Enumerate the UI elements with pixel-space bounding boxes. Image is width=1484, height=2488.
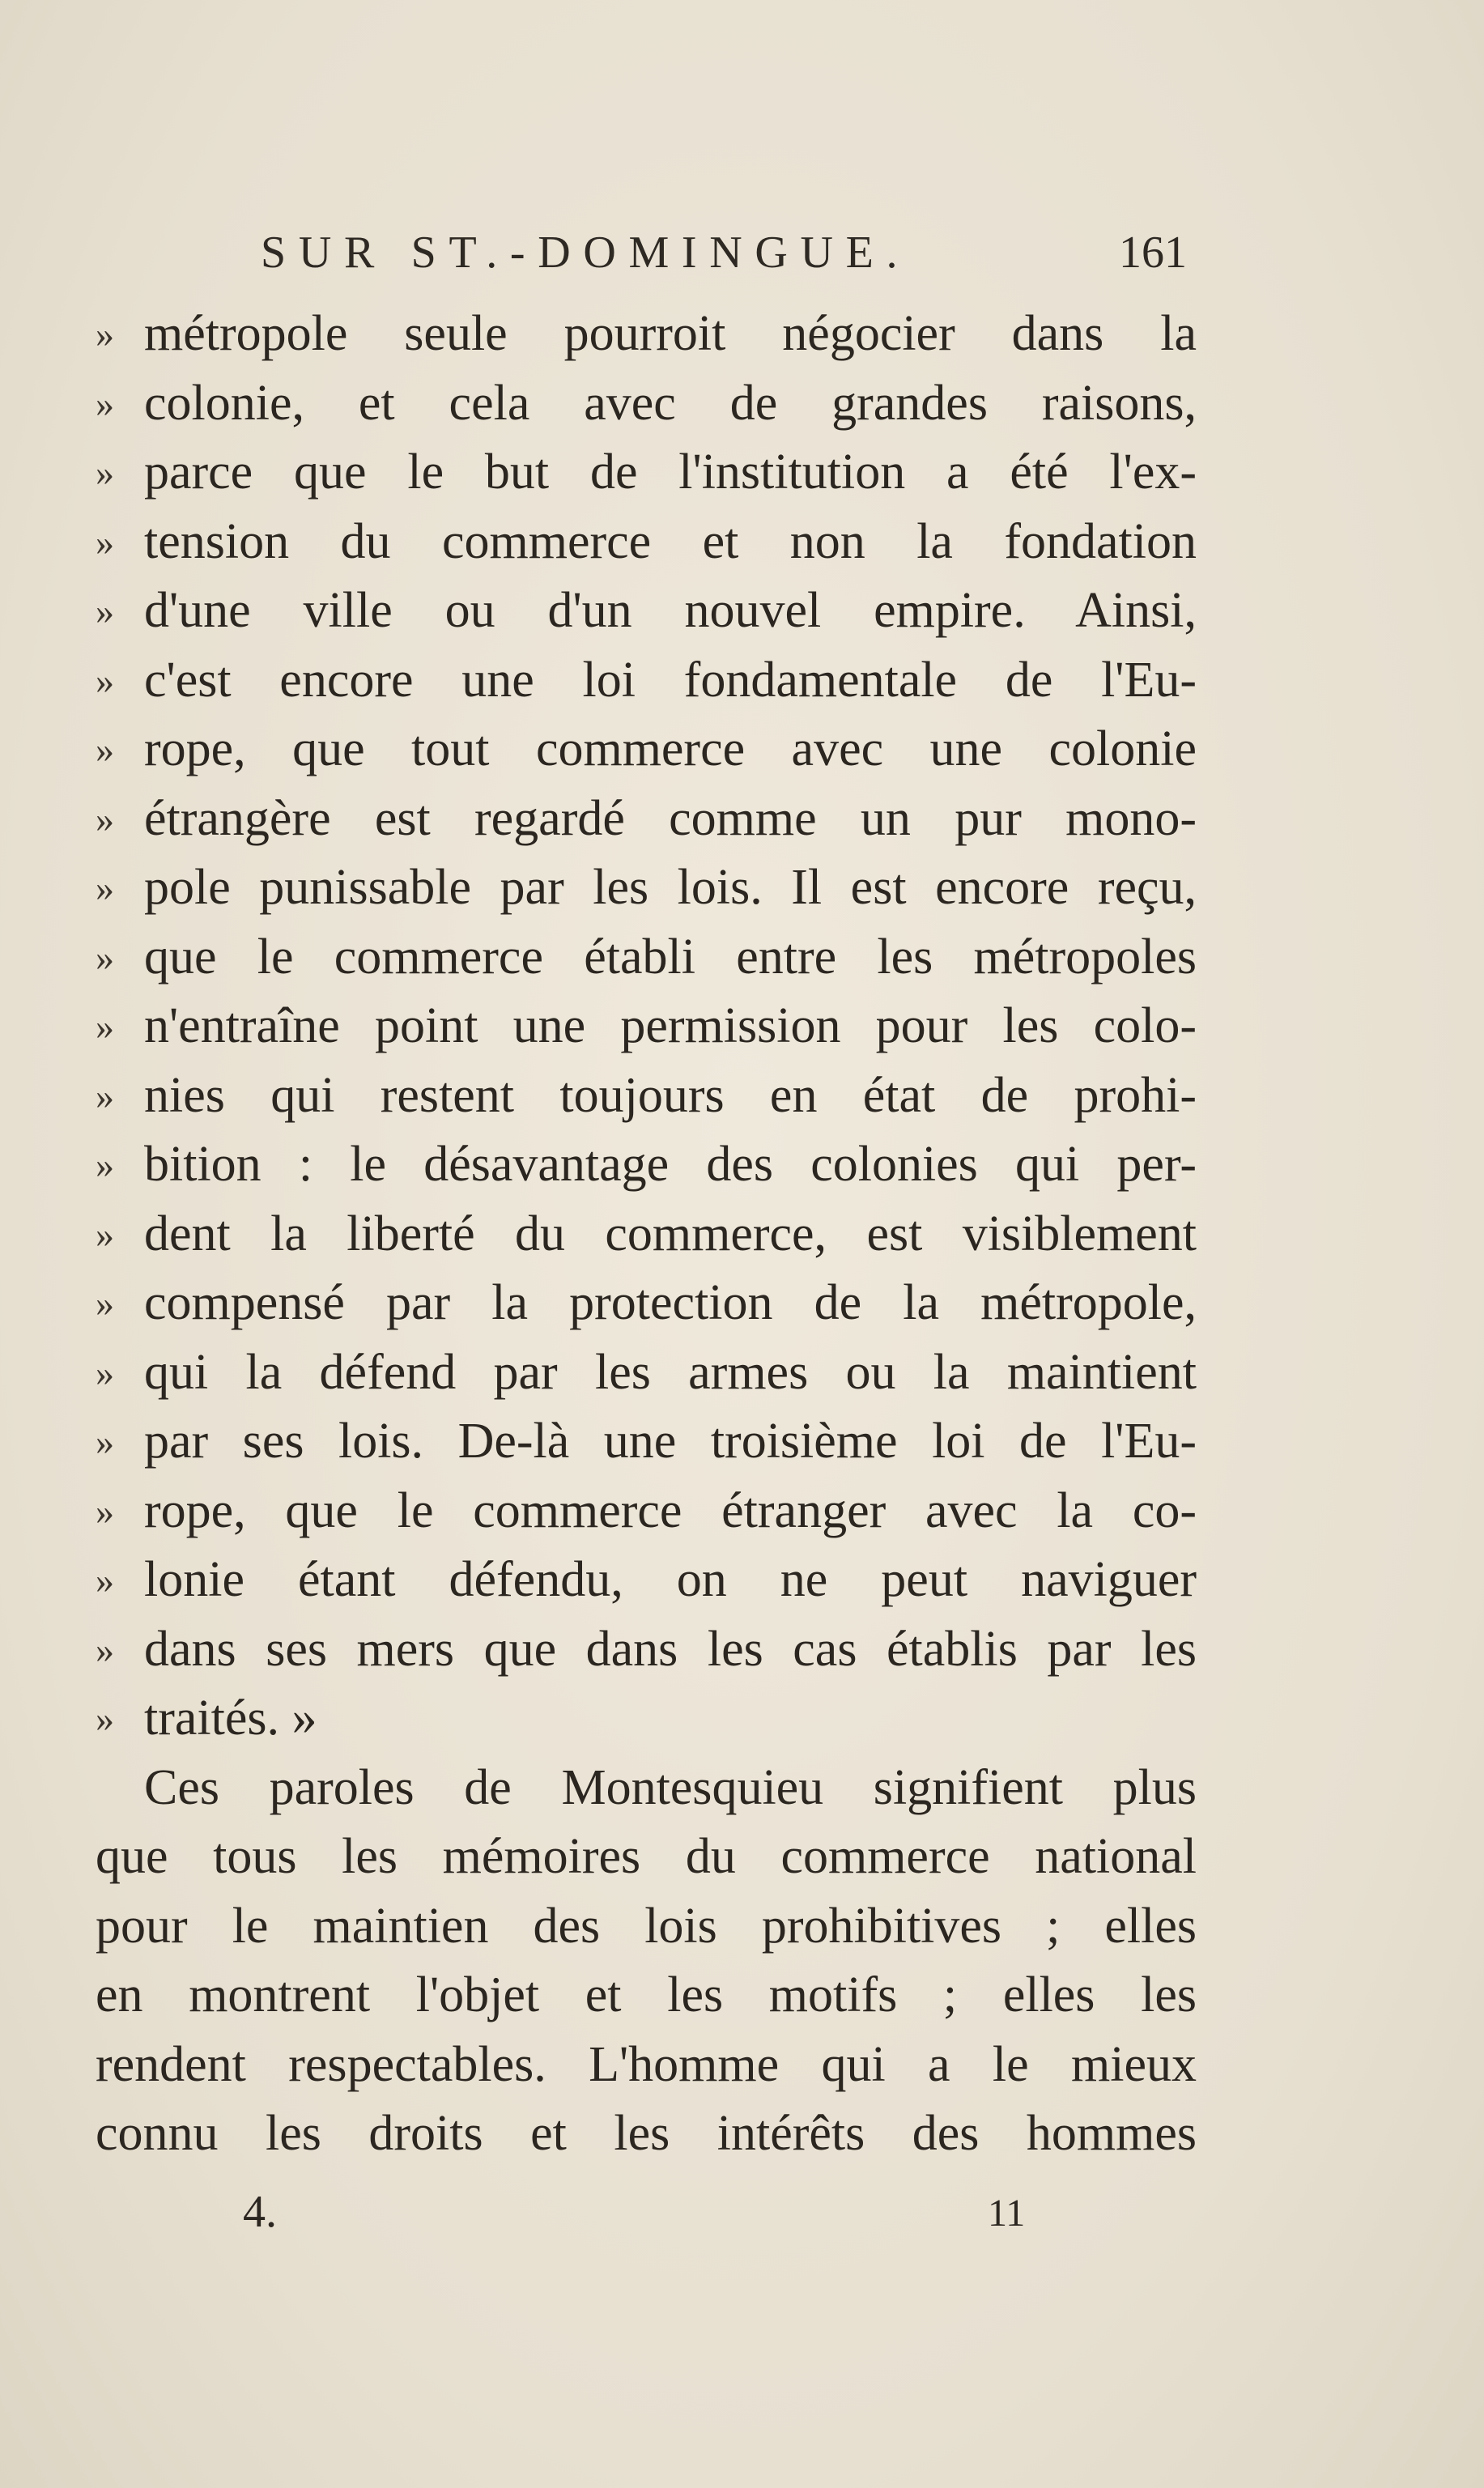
quote-mark: » [96, 1490, 114, 1532]
quote-mark: » [96, 1628, 114, 1670]
quote-mark: » [96, 1698, 114, 1739]
quoted-line: » dent la liberté du commerce, est visiblement [96, 1200, 1229, 1270]
quoted-line: » d'une ville ou d'un nouvel empire. Ainsi, [96, 576, 1229, 646]
quote-mark: » [96, 1213, 114, 1255]
paragraph-line: Ces paroles de Montesquieu signifient plus [144, 1759, 1197, 1815]
quote-mark: » [96, 1282, 114, 1324]
quoted-line: » étrangère est regardé comme un pur mono- [96, 785, 1229, 854]
quoted-line: » qui la défend par les armes ou la maintient [96, 1338, 1229, 1408]
quoted-line: » traités. » [96, 1684, 1229, 1754]
quoted-line: » métropole seule pourroit négocier dans la [96, 300, 1229, 369]
page-header [261, 227, 1232, 300]
quote-mark: » [96, 1144, 114, 1185]
quote-mark: » [96, 1559, 114, 1601]
quote-mark: » [96, 1421, 114, 1462]
text-body [96, 300, 1229, 2169]
paragraph-line: pour le maintien des lois prohibitives ; elles [96, 1898, 1197, 1954]
page-footer [243, 2186, 1052, 2251]
quote-mark: » [96, 936, 114, 978]
quoted-line: » c'est encore une loi fondamentale de l'Eu- [96, 646, 1229, 716]
paragraph-line: que tous les mémoires du commerce national [96, 1829, 1197, 1884]
quote-mark: » [96, 313, 114, 355]
quote-mark: » [96, 797, 114, 840]
page-number: 161 [1119, 228, 1187, 278]
quoted-line: » pole punissable par les lois. Il est encore reçu, [96, 853, 1229, 923]
signature-mark: 4. [243, 2187, 277, 2237]
quoted-line: » tension du commerce et non la fondation [96, 508, 1229, 577]
quoted-line: » que le commerce établi entre les métropoles [96, 923, 1229, 993]
quoted-line: » parce que le but de l'institution a été l'ex- [96, 438, 1229, 508]
quote-mark: » [96, 452, 114, 493]
quoted-line: » rope, que le commerce étranger avec la co- [96, 1477, 1229, 1546]
quoted-line: » dans ses mers que dans les cas établis par les [96, 1615, 1229, 1685]
quoted-line: » n'entraîne point une permission pour les colo- [96, 992, 1229, 1061]
quoted-line: » par ses lois. De-là une troisième loi de l'Eu- [96, 1407, 1229, 1477]
paragraph-line: connu les droits et les intérêts des hommes [96, 2106, 1197, 2161]
quote-mark: » [96, 1351, 114, 1393]
paragraph-line: rendent respectables. L'homme qui a le mieux [96, 2036, 1197, 2092]
quote-mark: » [96, 867, 114, 908]
quote-mark: » [96, 382, 114, 424]
paragraph-line: en montrent l'objet et les motifs ; elles les [96, 1967, 1197, 2022]
quote-mark: » [96, 1006, 114, 1047]
quote-mark: » [96, 1074, 114, 1116]
running-title: SUR ST.-DOMINGUE. [261, 228, 911, 278]
quoted-line: » lonie étant défendu, on ne peut naviguer [96, 1546, 1229, 1615]
quote-mark: » [96, 521, 114, 563]
sheet-number: 11 [988, 2192, 1026, 2235]
quoted-line: » nies qui restent toujours en état de prohi- [96, 1061, 1229, 1131]
quoted-line: » compensé par la protection de la métropole, [96, 1269, 1229, 1338]
quote-mark: » [96, 659, 114, 701]
quoted-line: » bition : le désavantage des colonies qui per- [96, 1130, 1229, 1200]
quote-mark: » [96, 590, 114, 632]
quote-mark: » [96, 729, 114, 770]
quoted-line: » rope, que tout commerce avec une colonie [96, 715, 1229, 785]
quoted-line: » colonie, et cela avec de grandes raisons, [96, 369, 1229, 439]
